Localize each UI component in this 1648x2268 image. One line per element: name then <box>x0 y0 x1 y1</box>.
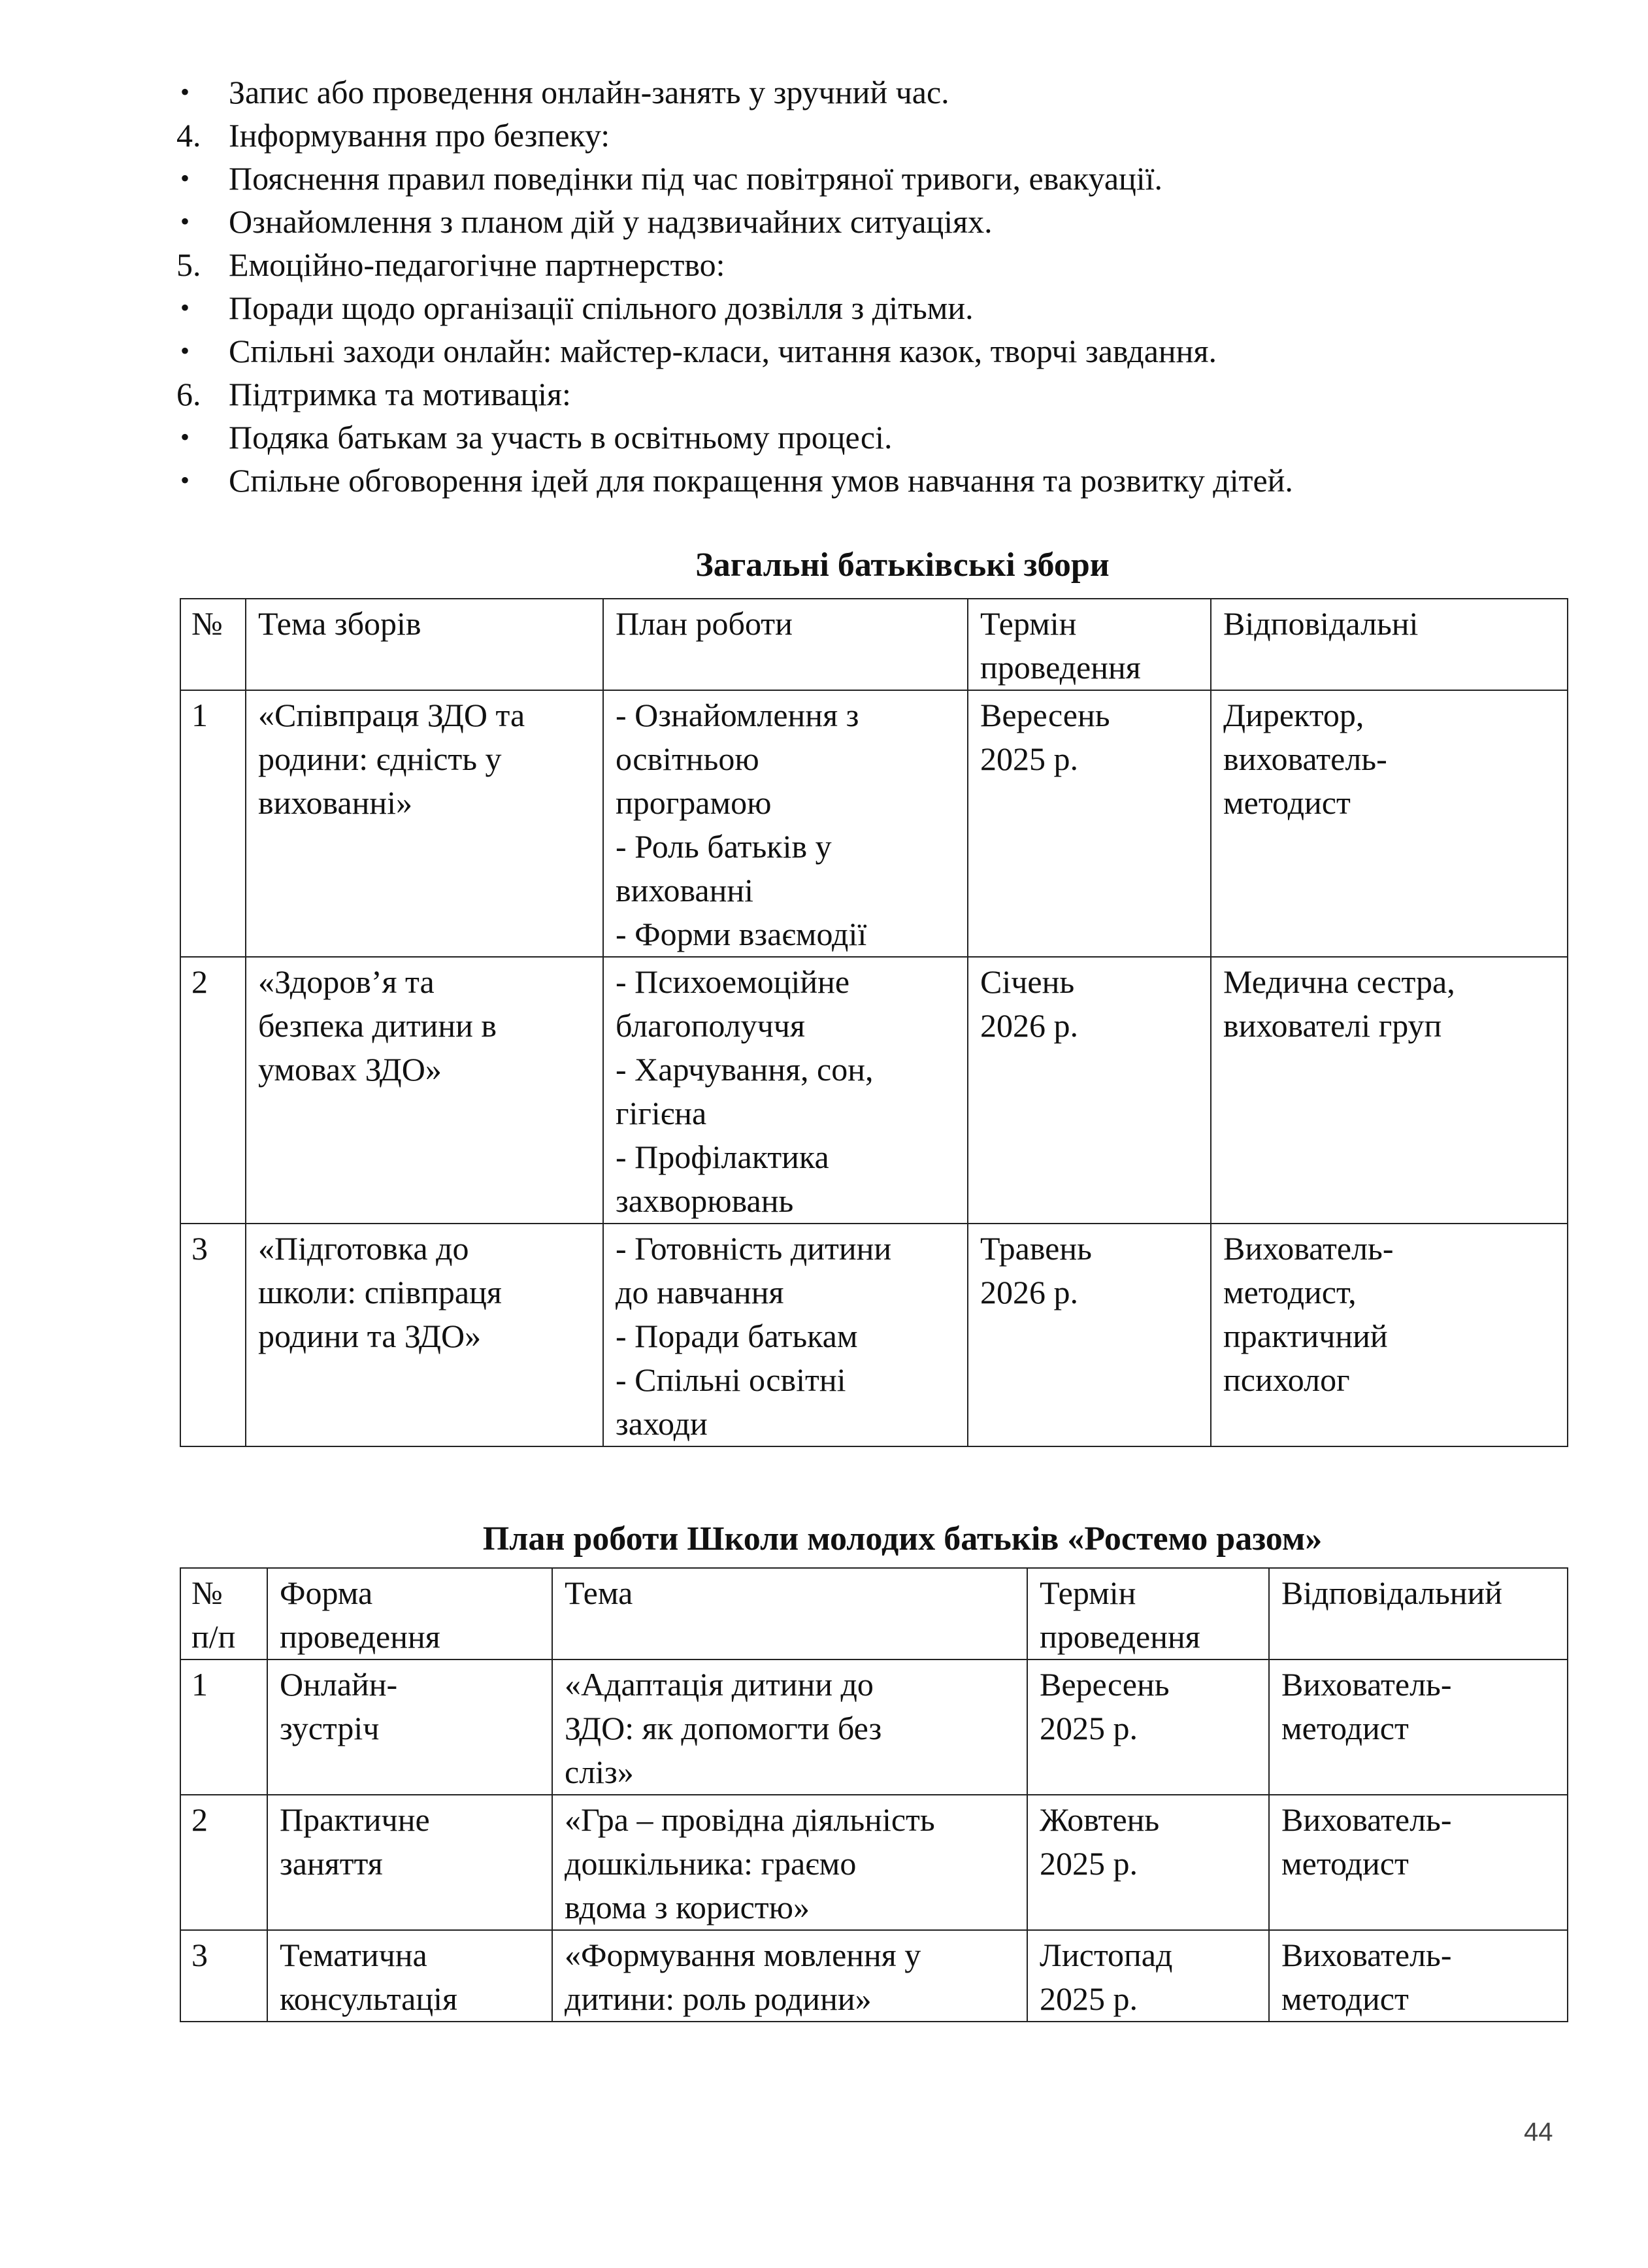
table-cell <box>603 1224 968 1446</box>
cell-text: проведення <box>1040 1618 1200 1655</box>
cell-text: «Адаптація дитини до <box>565 1666 874 1703</box>
table-row <box>180 690 1568 957</box>
cell-text: захворювань <box>616 1182 794 1219</box>
table-cell <box>1027 1659 1269 1795</box>
header-cell <box>603 599 968 690</box>
cell-text: - Форми взаємодії <box>616 916 867 952</box>
bullet-marker: • <box>180 422 190 452</box>
header-cell <box>1027 1568 1269 1659</box>
bullet-marker: • <box>180 293 190 322</box>
cell-text: Вихователь- <box>1281 1801 1452 1838</box>
cell-text: заняття <box>280 1845 383 1882</box>
table-cell <box>267 1659 552 1795</box>
cell-text: родини та ЗДО» <box>258 1318 482 1354</box>
cell-text: Форма <box>280 1575 373 1611</box>
cell-text: - Профілактика <box>616 1139 829 1175</box>
table-cell <box>968 957 1211 1224</box>
cell-text: 1 <box>191 697 208 733</box>
table-row <box>180 1930 1568 2022</box>
bullet-marker: • <box>180 336 190 365</box>
cell-text: дитини: роль родини» <box>565 1980 872 2017</box>
list-item-text: Подяка батькам за участь в освітньому процесі. <box>229 419 893 456</box>
cell-text: «Підготовка до <box>258 1230 469 1267</box>
list-item-text: Інформування про безпеку: <box>229 117 610 154</box>
header-cell <box>246 599 603 690</box>
cell-text: вихованні <box>616 872 754 909</box>
list-item-text: Поради щодо організації спільного дозвілля з дітьми. <box>229 290 974 326</box>
cell-text: Тематична <box>280 1937 427 1973</box>
cell-text: № <box>191 1575 223 1611</box>
bullet-item <box>176 459 1581 502</box>
table-row <box>180 1795 1568 1930</box>
cell-text: школи: співпраця <box>258 1274 502 1310</box>
bullet-marker: • <box>180 163 190 193</box>
table-cell <box>968 690 1211 957</box>
cell-text: методист <box>1223 784 1351 821</box>
cell-text: Вихователь- <box>1281 1666 1452 1703</box>
cell-text: родини: єдність у <box>258 741 502 777</box>
bullet-item <box>176 200 1581 243</box>
cell-text: умовах ЗДО» <box>258 1051 442 1088</box>
table-cell <box>552 1930 1027 2022</box>
table-cell <box>968 1224 1211 1446</box>
cell-text: Тема зборів <box>258 605 421 642</box>
table-cell <box>1027 1795 1269 1930</box>
cell-text: ЗДО: як допомогти без <box>565 1710 882 1746</box>
cell-text: освітньою <box>616 741 759 777</box>
cell-text: Онлайн- <box>280 1666 398 1703</box>
table-cell <box>267 1930 552 2022</box>
cell-text: вихованні» <box>258 784 413 821</box>
cell-text: - Поради батькам <box>616 1318 858 1354</box>
list-item-text: Пояснення правил поведінки під час повітряної тривоги, евакуації. <box>229 160 1163 197</box>
cell-text: 2025 р. <box>1040 1710 1138 1746</box>
cell-text: «Співпраця ЗДО та <box>258 697 525 733</box>
cell-text: проведення <box>980 649 1141 686</box>
cell-text: Медична сестра, <box>1223 963 1455 1000</box>
list-number: 6. <box>176 376 201 412</box>
cell-text: 2026 р. <box>980 1274 1078 1310</box>
table-cell <box>1269 1930 1568 2022</box>
table-cell <box>1269 1795 1568 1930</box>
cell-text: - Готовність дитини <box>616 1230 892 1267</box>
list-number: 4. <box>176 117 201 154</box>
cell-text: безпека дитини в <box>258 1007 497 1044</box>
cell-text: дошкільника: граємо <box>565 1845 857 1882</box>
cell-text: Листопад <box>1040 1937 1173 1973</box>
cell-text: - Харчування, сон, <box>616 1051 874 1088</box>
cell-text: Жовтень <box>1040 1801 1160 1838</box>
table-cell <box>246 957 603 1224</box>
bullet-list <box>176 71 1581 502</box>
cell-text: сліз» <box>565 1754 634 1790</box>
list-item-text: Емоційно-педагогічне партнерство: <box>229 246 725 283</box>
table-row <box>180 957 1568 1224</box>
cell-text: Термін <box>1040 1575 1136 1611</box>
cell-text: зустріч <box>280 1710 380 1746</box>
list-item-text: Спільні заходи онлайн: майстер-класи, читання казок, творчі завдання. <box>229 333 1217 369</box>
cell-text: методист <box>1281 1710 1409 1746</box>
cell-text: Відповідальні <box>1223 605 1419 642</box>
header-cell <box>180 1568 267 1659</box>
cell-text: План роботи <box>616 605 793 642</box>
list-item-text: Ознайомлення з планом дій у надзвичайних ситуаціях. <box>229 203 993 240</box>
header-cell <box>267 1568 552 1659</box>
list-item-text: Підтримка та мотивація: <box>229 376 571 412</box>
table-cell <box>552 1659 1027 1795</box>
cell-text: методист, <box>1223 1274 1357 1310</box>
table-cell <box>246 690 603 957</box>
cell-text: 1 <box>191 1666 208 1703</box>
cell-text: гігієна <box>616 1095 707 1131</box>
cell-text: Вересень <box>1040 1666 1170 1703</box>
cell-text: Вихователь- <box>1281 1937 1452 1973</box>
cell-text: 2025 р. <box>1040 1980 1138 2017</box>
list-item-text: Запис або проведення онлайн-занять у зручний час. <box>229 74 949 110</box>
table-cell <box>180 1930 267 2022</box>
cell-text: 2 <box>191 1801 208 1838</box>
meetings-table <box>180 598 1568 1447</box>
cell-text: «Здоров’я та <box>258 963 435 1000</box>
cell-text: Вересень <box>980 697 1110 733</box>
cell-text: Січень <box>980 963 1075 1000</box>
cell-text: вдома з користю» <box>565 1889 810 1926</box>
bullet-item <box>176 416 1581 459</box>
header-cell <box>968 599 1211 690</box>
table-cell <box>603 957 968 1224</box>
cell-text: методист <box>1281 1980 1409 2017</box>
bullet-item <box>176 157 1581 200</box>
cell-text: вихователі груп <box>1223 1007 1442 1044</box>
bullet-marker: • <box>180 465 190 495</box>
cell-text: заходи <box>616 1405 708 1442</box>
table-cell <box>1211 690 1568 957</box>
cell-text: психолог <box>1223 1361 1350 1398</box>
header-cell <box>180 599 246 690</box>
table-cell <box>1211 1224 1568 1446</box>
cell-text: № <box>191 605 223 642</box>
table-cell <box>246 1224 603 1446</box>
cell-text: Відповідальний <box>1281 1575 1503 1611</box>
cell-text: - Спільні освітні <box>616 1361 846 1398</box>
school-table-title: План роботи Школи молодих батьків «Ростемо разом» <box>482 1520 1323 1558</box>
cell-text: вихователь- <box>1223 741 1387 777</box>
header-cell <box>1269 1568 1568 1659</box>
cell-text: - Ознайомлення з <box>616 697 859 733</box>
cell-text: - Роль батьків у <box>616 828 832 865</box>
cell-text: Тема <box>565 1575 633 1611</box>
cell-text: Термін <box>980 605 1077 642</box>
cell-text: «Формування мовлення у <box>565 1937 921 1973</box>
cell-text: методист <box>1281 1845 1409 1882</box>
table-cell <box>180 690 246 957</box>
table-cell <box>1027 1930 1269 2022</box>
cell-text: 2025 р. <box>1040 1845 1138 1882</box>
table-header-row <box>180 599 1568 690</box>
cell-text: Директор, <box>1223 697 1364 733</box>
cell-text: п/п <box>191 1618 236 1655</box>
table-row <box>180 1659 1568 1795</box>
table-header-row <box>180 1568 1568 1659</box>
cell-text: Вихователь- <box>1223 1230 1394 1267</box>
meetings-table-title: Загальні батьківські збори <box>695 546 1110 584</box>
cell-text: Травень <box>980 1230 1092 1267</box>
header-cell <box>552 1568 1027 1659</box>
page-number: 44 <box>1524 2118 1553 2146</box>
bullet-marker: • <box>180 77 190 107</box>
table-cell <box>180 1795 267 1930</box>
cell-text: практичний <box>1223 1318 1388 1354</box>
bullet-item <box>176 71 1581 114</box>
table-cell <box>1269 1659 1568 1795</box>
table-cell <box>267 1795 552 1930</box>
table-row <box>180 1224 1568 1446</box>
table-cell <box>180 957 246 1224</box>
cell-text: 2 <box>191 963 208 1000</box>
cell-text: до навчання <box>616 1274 784 1310</box>
list-number: 5. <box>176 246 201 283</box>
bullet-item <box>176 329 1581 373</box>
cell-text: консультація <box>280 1980 457 2017</box>
cell-text: програмою <box>616 784 772 821</box>
table-cell <box>603 690 968 957</box>
list-item-text: Спільне обговорення ідей для покращення умов навчання та розвитку дітей. <box>229 462 1293 499</box>
numbered-heading <box>176 114 1581 157</box>
cell-text: «Гра – провідна діяльність <box>565 1801 935 1838</box>
cell-text: 3 <box>191 1230 208 1267</box>
cell-text: 2026 р. <box>980 1007 1078 1044</box>
cell-text: Практичне <box>280 1801 430 1838</box>
numbered-heading <box>176 373 1581 416</box>
cell-text: - Психоемоційне <box>616 963 850 1000</box>
numbered-heading <box>176 243 1581 286</box>
cell-text: 3 <box>191 1937 208 1973</box>
table-cell <box>552 1795 1027 1930</box>
school-table <box>180 1567 1568 2022</box>
table-cell <box>1211 957 1568 1224</box>
table-cell <box>180 1224 246 1446</box>
cell-text: 2025 р. <box>980 741 1078 777</box>
cell-text: благополуччя <box>616 1007 805 1044</box>
cell-text: проведення <box>280 1618 440 1655</box>
table-cell <box>180 1659 267 1795</box>
bullet-marker: • <box>180 207 190 236</box>
header-cell <box>1211 599 1568 690</box>
bullet-item <box>176 286 1581 329</box>
